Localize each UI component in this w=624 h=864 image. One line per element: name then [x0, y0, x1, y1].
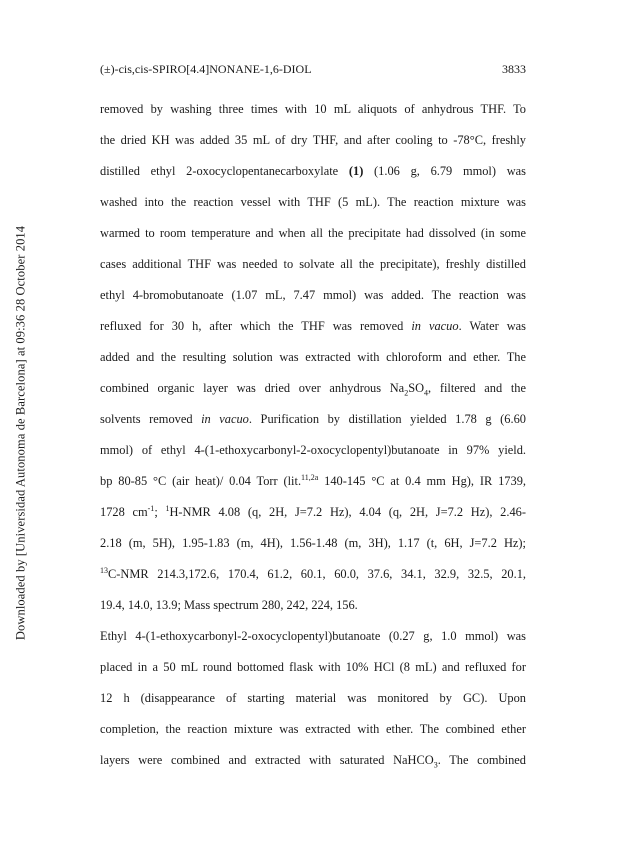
text-line: [100, 745, 526, 776]
text-segment: , filtered and the: [428, 381, 526, 395]
page-number: 3833: [502, 62, 526, 76]
text-line: [100, 683, 526, 714]
text-line: [100, 373, 526, 404]
text-segment: (1.06 g, 6.79 mmol) was: [363, 164, 526, 178]
text-segment: 11,2a: [301, 472, 319, 482]
text-segment: -1: [147, 503, 155, 513]
text-segment: combined organic layer was dried over anhydrous Na: [100, 381, 405, 395]
text-line: [100, 311, 526, 342]
text-line: [100, 590, 526, 621]
text-line: [100, 621, 526, 652]
text-segment: refluxed for 30 h, after which the THF was removed: [100, 319, 412, 333]
text-segment: added and the resulting solution was extracted with chloroform and ether. The: [100, 350, 526, 364]
text-line: [100, 435, 526, 466]
text-segment: in vacuo: [411, 319, 459, 333]
text-segment: solvents removed: [100, 412, 202, 426]
text-segment: washed into the reaction vessel with THF (5 mL). The reaction mixture was: [100, 195, 526, 209]
text-line: [100, 342, 526, 373]
text-segment: 140-145 °C at 0.4 mm Hg), IR 1739,: [318, 474, 526, 488]
text-segment: . The combined: [437, 753, 526, 767]
running-head-title: (±)-cis,cis-SPIRO[4.4]NONANE-1,6-DIOL: [100, 62, 312, 76]
text-line: [100, 156, 526, 187]
download-watermark: [0, 0, 40, 864]
text-line: [100, 125, 526, 156]
text-segment: the dried KH was added 35 mL of dry THF, and after cooling to -78°C, freshly: [100, 133, 526, 147]
text-line: [100, 404, 526, 435]
text-line: [100, 497, 526, 528]
text-segment: 2.18 (m, 5H), 1.95-1.83 (m, 4H), 1.56-1.48 (m, 3H), 1.17 (t, 6H, J=7.2 Hz);: [100, 536, 526, 550]
text-line: [100, 187, 526, 218]
text-segment: cases additional THF was needed to solvate all the precipitate), freshly distilled: [100, 257, 526, 271]
text-line: [100, 559, 526, 590]
text-segment: warmed to room temperature and when all the precipitate had dissolved (in some: [100, 226, 526, 240]
text-segment: ;: [154, 505, 166, 519]
text-line: [100, 714, 526, 745]
text-segment: removed by washing three times with 10 mL aliquots of anhydrous THF. To: [100, 102, 526, 116]
text-segment: ethyl 4-bromobutanoate (1.07 mL, 7.47 mmol) was added. The reaction was: [100, 288, 526, 302]
body-text: [100, 94, 526, 776]
running-head: [100, 62, 526, 77]
text-segment: bp 80-85 °C (air heat)/ 0.04 Torr (lit.: [100, 474, 302, 488]
text-segment: completion, the reaction mixture was extracted with ether. The combined ether: [100, 722, 526, 736]
text-segment: distilled ethyl 2-oxocyclopentanecarboxylate: [100, 164, 349, 178]
text-segment: placed in a 50 mL round bottomed flask with 10% HCl (8 mL) and refluxed for: [100, 660, 526, 674]
text-line: [100, 280, 526, 311]
text-line: [100, 466, 526, 497]
text-segment: 1728 cm: [100, 505, 148, 519]
text-segment: SO: [408, 381, 425, 395]
text-segment: 13: [100, 565, 108, 575]
text-segment: H-NMR 4.08 (q, 2H, J=7.2 Hz), 4.04 (q, 2H, J=7.2 Hz), 2.46-: [169, 505, 526, 519]
text-segment: 4: [424, 388, 429, 398]
text-segment: C-NMR 214.3,172.6, 170.4, 61.2, 60.1, 60.0, 37.6, 34.1, 32.9, 32.5, 20.1,: [108, 567, 526, 581]
text-line: [100, 218, 526, 249]
text-segment: 3: [433, 760, 438, 770]
text-line: [100, 249, 526, 280]
text-segment: layers were combined and extracted with saturated NaHCO: [100, 753, 434, 767]
download-watermark-text: Downloaded by [Universidad Autonoma de Barcelona] at 09:36 28 October 2014: [13, 225, 28, 641]
text-segment: 19.4, 14.0, 13.9; Mass spectrum 280, 242, 224, 156.: [100, 598, 358, 612]
text-segment: . Purification by distillation yielded 1.78 g (6.60: [248, 412, 526, 426]
text-segment: (1): [348, 164, 364, 178]
text-segment: . Water was: [458, 319, 526, 333]
text-segment: Ethyl 4-(1-ethoxycarbonyl-2-oxocyclopentyl)butanoate (0.27 g, 1.0 mmol) was: [100, 629, 526, 643]
text-segment: 12 h (disappearance of starting material was monitored by GC). Upon: [100, 691, 526, 705]
text-line: [100, 94, 526, 125]
text-segment: 1: [165, 503, 170, 513]
text-segment: mmol) of ethyl 4-(1-ethoxycarbonyl-2-oxocyclopentyl)butanoate in 97% yield.: [100, 443, 526, 457]
text-segment: 2: [404, 388, 409, 398]
text-segment: in vacuo: [201, 412, 249, 426]
text-line: [100, 652, 526, 683]
text-line: [100, 528, 526, 559]
